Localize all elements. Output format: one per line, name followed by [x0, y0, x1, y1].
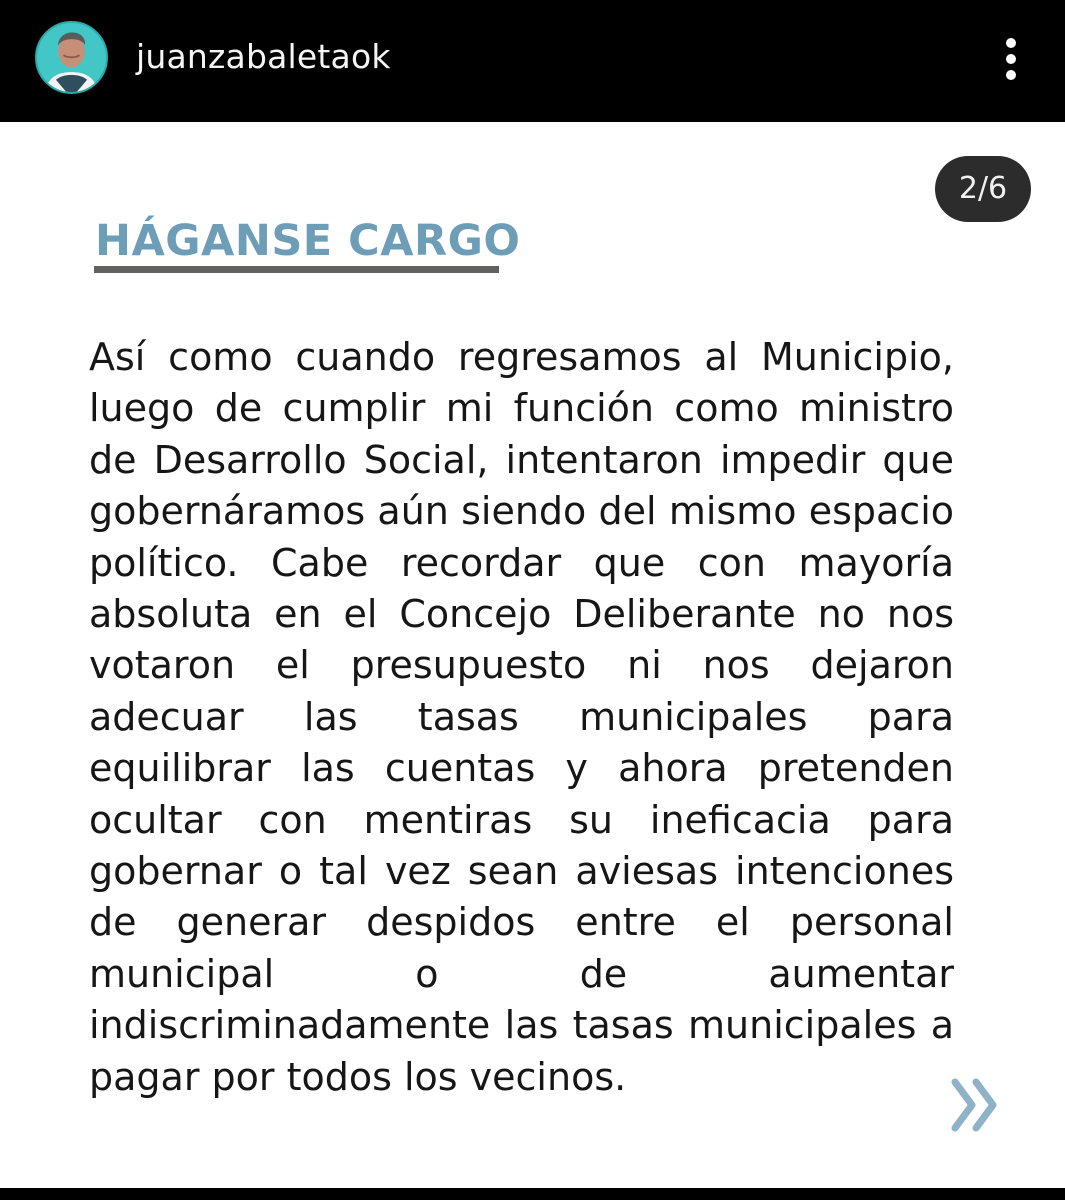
- post-content: [0, 122, 1065, 1188]
- post-headline: HÁGANSE CARGO: [95, 216, 521, 266]
- bottom-strip: [0, 1188, 1065, 1200]
- more-vertical-icon[interactable]: [996, 38, 1026, 80]
- username[interactable]: juanzabaletaok: [136, 37, 391, 76]
- post-body-text: Así como cuando regresamos al Municipio, luego de cumplir mi función como ministro de Desarrollo Social, intentaron impedir que gobernáramos aún siendo del mismo espacio político. Cabe recordar que con mayoría absoluta en el Concejo Deliberante no nos votaron el presupuesto ni nos dejaron adecuar las tasas municipales para equilibrar las cuentas y ahora pretenden ocultar con mentiras su ineficacia para gobernar o tal vez sean aviesas intenciones de generar despidos entre el personal municipal o de aumentar indiscriminadamente las tasas municipales a pagar por todos los vecinos.: [89, 335, 954, 1099]
- profile-avatar-icon[interactable]: [35, 21, 108, 94]
- headline-underline: [94, 266, 499, 273]
- top-bar: [0, 0, 1065, 122]
- page-indicator: 2/6: [935, 156, 1031, 222]
- double-chevron-right-icon[interactable]: [948, 1074, 1004, 1136]
